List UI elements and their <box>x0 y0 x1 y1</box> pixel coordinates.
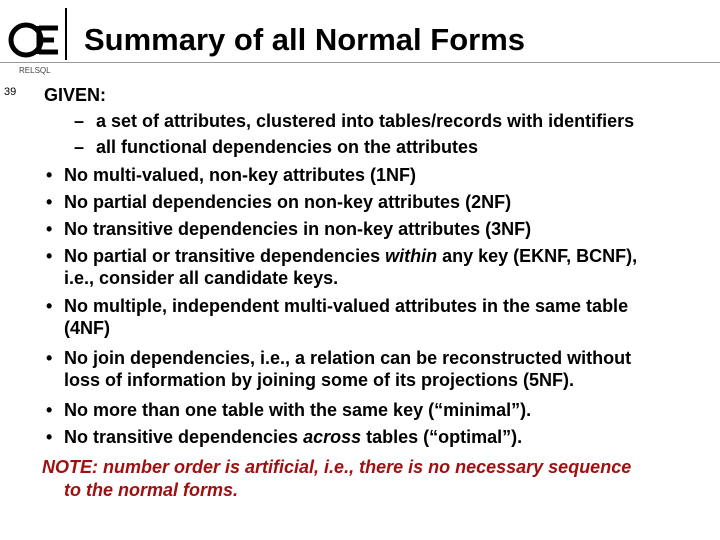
header-rule <box>0 62 720 63</box>
bullet-dot: • <box>46 400 53 420</box>
bullet-optimal-emphasis: across <box>303 427 362 447</box>
bullet-dot: • <box>46 165 53 185</box>
header-tag: RELSQL <box>19 66 51 75</box>
bullet-eknf-text-post: any key (EKNF, BCNF), <box>437 246 638 266</box>
bullet-4nf: No multiple, independent multi-valued attributes in the same table <box>64 296 629 316</box>
given-dash-2: – <box>74 137 85 157</box>
bullet-2nf: No partial dependencies on non-key attributes (2NF) <box>64 192 512 212</box>
bullet-5nf-line2: loss of information by joining some of its projections (5NF). <box>64 370 575 390</box>
bullet-dot: • <box>46 348 53 368</box>
given-item-1: a set of attributes, clustered into tables/records with identifiers <box>96 111 635 131</box>
bullet-eknf-line2: i.e., consider all candidate keys. <box>64 268 339 288</box>
bullet-dot: • <box>46 296 53 316</box>
bullet-dot: • <box>46 192 53 212</box>
bullet-1nf: No multi-valued, non-key attributes (1NF) <box>64 165 417 185</box>
bullet-dot: • <box>46 246 53 266</box>
bullet-optimal-text-post: tables (“optimal”). <box>361 427 523 447</box>
given-dash-1: – <box>74 111 85 131</box>
slide-number: 39 <box>4 86 17 98</box>
relsql-logo-icon <box>6 20 62 60</box>
bullet-dot: • <box>46 427 53 447</box>
bullet-optimal <box>64 426 522 448</box>
bullet-eknf-bcnf <box>64 245 637 267</box>
bullet-minimal: No more than one table with the same key (“minimal”). <box>64 400 532 420</box>
given-label: GIVEN: <box>44 85 107 105</box>
given-item-2: all functional dependencies on the attributes <box>96 137 479 157</box>
bullet-4nf-line2: (4NF) <box>64 318 110 338</box>
bullet-eknf-emphasis: within <box>385 246 438 266</box>
bullet-eknf-text-pre: No partial or transitive dependencies <box>64 246 386 266</box>
bullet-optimal-text-pre: No transitive dependencies <box>64 427 304 447</box>
page-title: Summary of all Normal Forms <box>84 22 526 57</box>
note-line-1: NOTE: number order is artificial, i.e., there is no necessary sequence <box>42 457 632 477</box>
note-line-2: to the normal forms. <box>64 480 239 500</box>
bullet-5nf: No join dependencies, i.e., a relation can be reconstructed without <box>64 348 632 368</box>
bullet-3nf: No transitive dependencies in non-key attributes (3NF) <box>64 219 532 239</box>
bullet-dot: • <box>46 219 53 239</box>
header-divider <box>65 8 67 60</box>
